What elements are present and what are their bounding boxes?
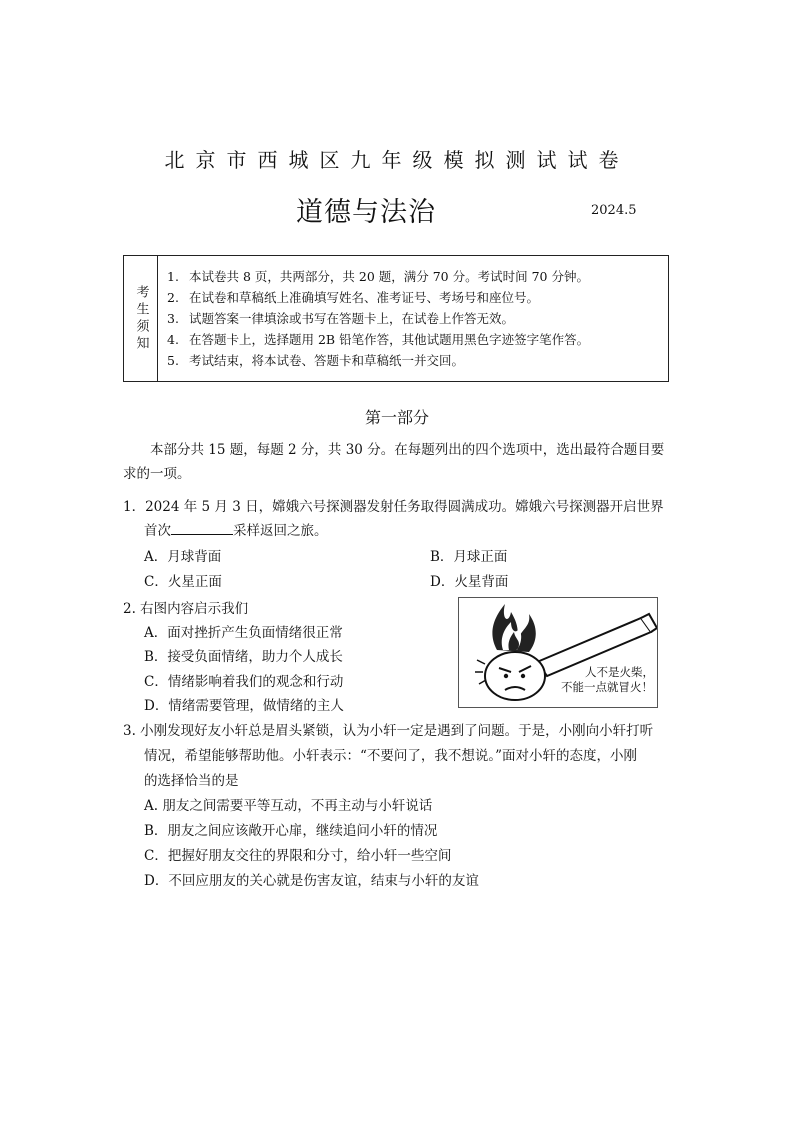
part-intro-line: 本部分共 15 题，每题 2 分，共 30 分。在每题列出的四个选项中，选出最符合题目要 [150, 442, 665, 458]
notice-label: 考生须知 [133, 284, 149, 353]
notice-item-number: 1. [167, 269, 179, 284]
question-1-option-b: B．月球正面 [430, 549, 508, 565]
question-1-option-a: A．月球背面 [144, 549, 222, 565]
question-2-option-a: A．面对挫折产生负面情绪很正常 [144, 625, 343, 641]
question-2-stem: 2. 右图内容启示我们 [123, 601, 249, 617]
notice-list [167, 266, 589, 371]
question-2-option-c: C．情绪影响着我们的观念和行动 [144, 674, 344, 690]
question-1-stem: 1．2024 年 5 月 3 日，嫦娥六号探测器发射任务取得圆满成功。嫦娥六号探测器开启世界 [123, 499, 664, 515]
notice-item-number: 2. [167, 290, 179, 305]
question-1-text: 采样返回之旅。 [233, 523, 328, 539]
notice-item-text: 在答题卡上，选择题用 2B 铅笔作答，其他试题用黑色字迹签字笔作答。 [189, 332, 590, 347]
notice-item [167, 308, 589, 329]
question-1-stem-cont [144, 519, 328, 539]
cartoon-caption-line: 人不是火柴， [585, 667, 654, 679]
part-one-title: 第一部分 [364, 408, 429, 427]
exam-title: 北京市西城区九年级模拟测试试卷 [164, 148, 630, 172]
notice-item [167, 350, 589, 371]
question-3-option-b: B．朋友之间应该敞开心扉，继续追问小轩的情况 [144, 823, 438, 839]
question-1-text: 首次 [144, 523, 171, 539]
question-2-option-b: B．接受负面情绪，助力个人成长 [144, 649, 343, 665]
question-3-option-a: A. 朋友之间需要平等互动，不再主动与小轩说话 [144, 798, 433, 814]
answer-blank [171, 522, 233, 535]
question-1-option-c: C．火星正面 [144, 574, 222, 590]
notice-item [167, 266, 589, 287]
notice-item-number: 5. [167, 353, 179, 368]
question-3-option-c: C．把握好朋友交往的界限和分寸，给小轩一些空间 [144, 848, 452, 864]
notice-item-number: 4. [167, 332, 179, 347]
notice-item-number: 3. [167, 311, 179, 326]
notice-item-text: 试题答案一律填涂或书写在答题卡上，在试卷上作答无效。 [189, 311, 515, 326]
cartoon-caption [561, 666, 654, 696]
notice-item-text: 考试结束，将本试卷、答题卡和草稿纸一并交回。 [189, 353, 465, 368]
part-intro-line: 求的一项。 [123, 466, 191, 482]
question-2-option-d: D．情绪需要管理，做情绪的主人 [144, 698, 344, 714]
notice-item [167, 329, 589, 350]
question-3-stem-cont: 情况，希望能够帮助他。小轩表示：“不要问了，我不想说。”面对小轩的态度，小刚 [144, 748, 638, 764]
candidate-notice-box [123, 255, 669, 382]
question-3-option-d: D．不回应朋友的关心就是伤害友谊，结束与小轩的友谊 [144, 873, 479, 889]
notice-label-cell [124, 256, 158, 381]
exam-date: 2024.5 [591, 203, 637, 218]
cartoon-caption-line: 不能一点就冒火！ [561, 682, 653, 694]
notice-item [167, 287, 589, 308]
question-3-stem-cont: 的选择恰当的是 [144, 773, 239, 789]
subject-title: 道德与法治 [296, 197, 436, 228]
question-3-stem: 3. 小刚发现好友小轩总是眉头紧锁，认为小轩一定是遇到了问题。于是，小刚向小轩打听 [123, 723, 654, 739]
notice-item-text: 本试卷共 8 页，共两部分，共 20 题，满分 70 分。考试时间 70 分钟。 [189, 269, 589, 284]
match-cartoon [458, 597, 658, 708]
question-1-option-d: D．火星背面 [430, 574, 509, 590]
notice-item-text: 在试卷和草稿纸上准确填写姓名、准考证号、考场号和座位号。 [189, 290, 540, 305]
